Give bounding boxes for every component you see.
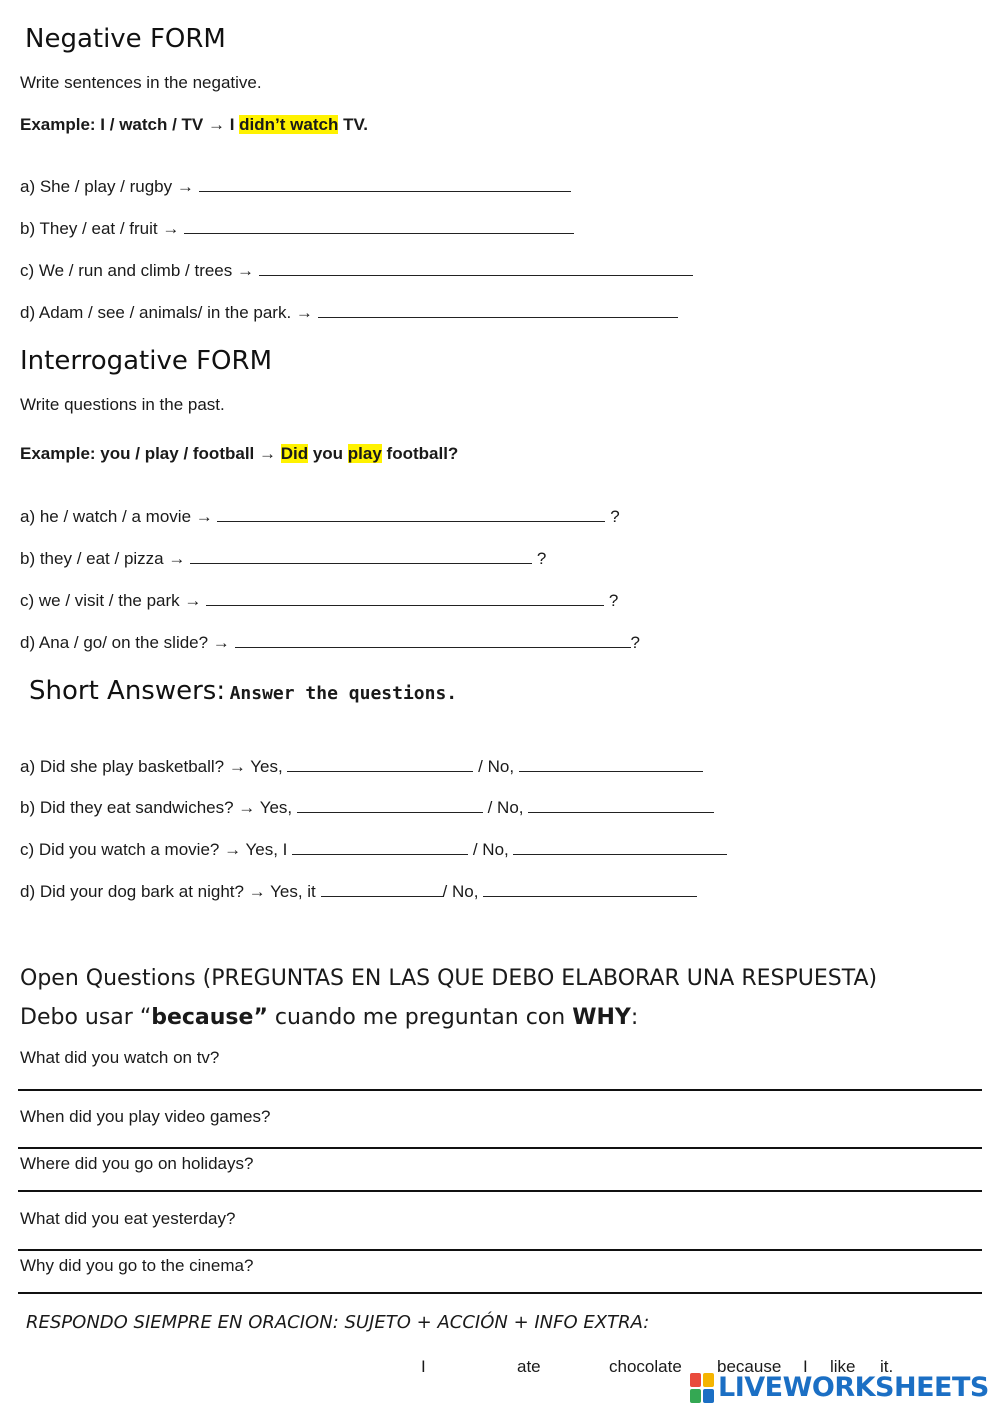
interrogative-item-label: d) Ana / go/ on the slide? → (20, 633, 235, 652)
question-mark: ? (610, 507, 620, 526)
rule-suffix: : (630, 1005, 639, 1030)
negative-item-b (20, 219, 574, 239)
interrogative-example-suffix: football? (381, 444, 459, 463)
interrogative-example (20, 444, 458, 464)
question-mark: ? (608, 591, 619, 610)
answer-blank[interactable] (184, 219, 574, 234)
short-answer-question: b) Did they eat sandwiches? → Yes, (20, 798, 297, 817)
short-answers-subtitle: Answer the questions. (229, 683, 458, 704)
rule-mid: cuando me preguntan con (267, 1005, 573, 1030)
short-answer-no: / No, (468, 840, 514, 859)
answer-line[interactable] (18, 1249, 982, 1251)
interrogative-item-label: b) they / eat / pizza → (20, 549, 191, 568)
logo-square (703, 1373, 714, 1387)
answer-line[interactable] (18, 1190, 982, 1192)
negative-item-label: b) They / eat / fruit → (20, 219, 185, 238)
interrogative-item-b (20, 549, 546, 569)
no-blank[interactable] (528, 798, 714, 813)
short-answer-item-a (20, 757, 703, 777)
answer-line[interactable] (18, 1292, 982, 1294)
logo-text: LIVEWORKSHEETS (718, 1372, 989, 1403)
no-blank[interactable] (513, 840, 727, 855)
answer-blank[interactable] (199, 177, 571, 192)
interrogative-example-mid: you (308, 444, 348, 463)
short-answer-item-c (20, 840, 727, 860)
short-answer-question: c) Did you watch a movie? → Yes, I (20, 840, 293, 859)
open-questions-rule (20, 1005, 638, 1030)
example-word: I (803, 1357, 808, 1376)
open-question-3: Where did you go on holidays? (20, 1154, 254, 1173)
answer-line[interactable] (18, 1089, 982, 1091)
example-word: chocolate (609, 1357, 682, 1376)
logo-square (703, 1389, 714, 1403)
interrogative-title: Interrogative FORM (20, 346, 273, 376)
question-mark: ? (536, 549, 547, 568)
yes-blank[interactable] (287, 757, 473, 772)
answer-line[interactable] (18, 1147, 982, 1149)
yes-blank[interactable] (292, 840, 468, 855)
footer-note: RESPONDO SIEMPRE EN ORACION: SUJETO + ACCIÓN + INFO EXTRA: (26, 1312, 650, 1333)
interrogative-item-label: a) he / watch / a movie → (20, 507, 218, 526)
short-answer-item-d (20, 882, 697, 902)
example-word: it. (880, 1357, 894, 1376)
negative-instruction: Write sentences in the negative. (20, 73, 262, 92)
interrogative-item-c (20, 591, 618, 611)
interrogative-example-prefix: Example: you / play / football → (20, 444, 281, 463)
answer-blank[interactable] (235, 633, 631, 648)
answer-blank[interactable] (259, 261, 693, 276)
logo-square (690, 1373, 701, 1387)
short-answer-question: d) Did your dog bark at night? → Yes, it (20, 882, 321, 901)
answer-blank[interactable] (318, 303, 678, 318)
question-mark: ? (630, 633, 640, 652)
negative-example-suffix: TV. (338, 115, 368, 134)
no-blank[interactable] (483, 882, 697, 897)
open-questions-title: Open Questions (PREGUNTAS EN LAS QUE DEBO ELABORAR UNA RESPUESTA) (20, 966, 878, 991)
negative-example-prefix: Example: I / watch / TV → I (20, 115, 240, 134)
open-question-4: What did you eat yesterday? (20, 1209, 236, 1228)
short-answers-title: Short Answers: (29, 676, 226, 706)
negative-example-highlight: didn’t watch (239, 115, 339, 134)
rule-because: because” (151, 1005, 268, 1030)
yes-blank[interactable] (321, 882, 443, 897)
answer-blank[interactable] (217, 507, 605, 522)
rule-prefix: Debo usar “ (20, 1005, 152, 1030)
interrogative-instruction: Write questions in the past. (20, 395, 225, 414)
open-question-5: Why did you go to the cinema? (20, 1256, 254, 1275)
logo-square (690, 1389, 701, 1403)
interrogative-item-label: c) we / visit / the park → (20, 591, 207, 610)
rule-why: WHY (572, 1005, 631, 1030)
negative-example (20, 115, 368, 135)
yes-blank[interactable] (297, 798, 483, 813)
negative-item-label: a) She / play / rugby → (20, 177, 199, 196)
example-word: because (717, 1357, 782, 1376)
logo-grid-icon (690, 1373, 714, 1403)
negative-item-a (20, 177, 571, 197)
answer-blank[interactable] (206, 591, 604, 606)
negative-item-label: d) Adam / see / animals/ in the park. → (20, 303, 318, 322)
interrogative-item-d (20, 633, 640, 653)
negative-item-label: c) We / run and climb / trees → (20, 261, 259, 280)
short-answer-no: / No, (482, 798, 529, 817)
liveworksheets-logo[interactable] (690, 1372, 989, 1403)
negative-item-c (20, 261, 693, 281)
interrogative-item-a (20, 507, 620, 527)
open-question-2: When did you play video games? (20, 1107, 271, 1126)
interrogative-example-hl-did: Did (280, 444, 309, 463)
example-word: I (421, 1357, 426, 1376)
open-question-1: What did you watch on tv? (20, 1048, 220, 1067)
example-word: ate (517, 1357, 541, 1376)
answer-blank[interactable] (190, 549, 532, 564)
interrogative-example-hl-play: play (347, 444, 382, 463)
short-answer-no: / No, (442, 882, 484, 901)
no-blank[interactable] (519, 757, 703, 772)
short-answer-no: / No, (473, 757, 519, 776)
negative-title: Negative FORM (25, 24, 226, 54)
example-word: like (830, 1357, 856, 1376)
short-answer-question: a) Did she play basketball? → Yes, (20, 757, 288, 776)
short-answers-heading (29, 676, 457, 706)
short-answer-item-b (20, 798, 714, 818)
negative-item-d (20, 303, 678, 323)
